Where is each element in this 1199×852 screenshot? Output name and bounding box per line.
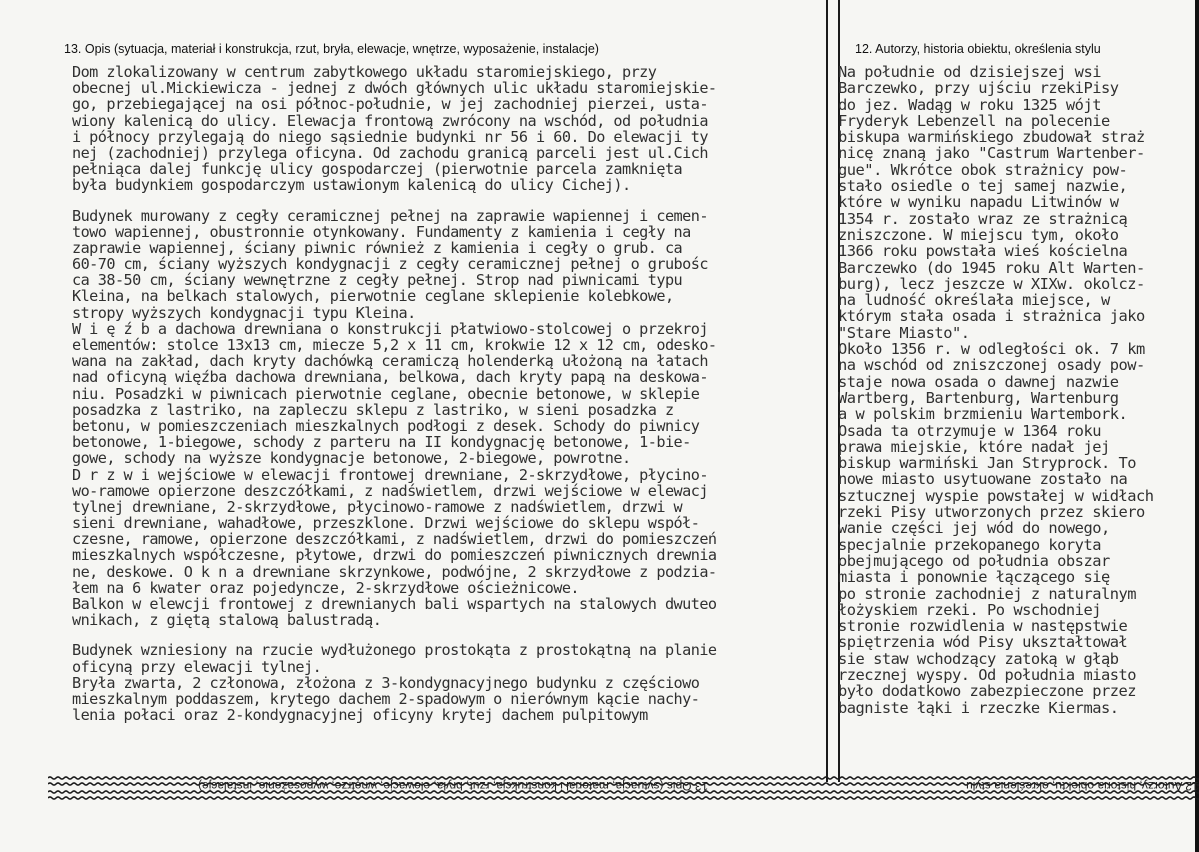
typed-line: wo-ramowe opierzone deszczółkami, z nadświetlem, drzwi wejściowe w elewacj — [72, 481, 708, 500]
typed-line: na wschód od zniszczonej osady pow- — [838, 356, 1145, 375]
typed-line: betonu, w pomieszczeniach mieszkalnych podłogi z desek. Schody do piwnicy — [72, 416, 700, 435]
typed-line: wnikach, z giętą stalową balustradą. — [72, 611, 382, 630]
typed-line: gue". Wkrótce obok strażnicy pow- — [838, 160, 1128, 179]
typed-line: go, przebiegającej na osi północ-południe, w jej zachodniej pierzei, usta- — [72, 95, 708, 114]
typed-line: Bryła zwarta, 2 członowa, złożona z 3-kondygnacyjnego budynku z częściowo — [72, 673, 700, 692]
typed-line: tylnej drewniane, 2-skrzydłowe, płycinowo-ramowe z nadświetlem, drzwi w — [72, 497, 683, 516]
description-column — [72, 64, 832, 754]
typed-line: posadzka z lastriko, na zapleczu sklepu z lastriko, w sieni posadzka z — [72, 400, 674, 419]
typed-line: Wartberg, Bartenburg, Wartenburg — [838, 388, 1119, 407]
typed-line: łem na 6 kwater oraz pojedyncze, 2-skrzydłowe ościeżnicowe. — [72, 578, 580, 597]
typed-line: zaprawie wapiennej, ściany piwnic również z kamienia i cegły o grub. ca — [72, 238, 683, 257]
typed-line: Około 1356 r. w odległości ok. 7 km — [838, 340, 1145, 359]
typed-line: była budynkiem gospodarczym ustawionym kalenicą do ulicy Cichej). — [72, 176, 631, 195]
mirrored-header-13: 13 Opis (sytuacja, materiał i konstrukcja, rzut, bryła, elewacje, wnętrze, wyposażenie, instalacje) — [198, 779, 709, 793]
typed-line: mieszkalnym poddaszem, krytego dachem 2-spadowym o nierównym kącie nachy- — [72, 689, 700, 708]
typed-line: Budynek murowany z cegły ceramicznej pełnej na zaprawie wapiennej i cemen- — [72, 206, 708, 225]
typed-line: stało osiedle o tej samej nazwie, — [838, 177, 1128, 196]
typed-line: nad oficyną więźba dachowa drewniana, belkowa, dach kryty papą na deskowa- — [72, 368, 708, 387]
typed-line: Budynek wzniesiony na rzucie wydłużonego prostokąta z prostokątną na planie — [72, 641, 717, 660]
typed-line: Fryderyk Lebenzell na polecenie — [838, 111, 1110, 130]
typed-line: towo wapiennej, obustronnie otynkowany. Fundamenty z kamienia i cegły na — [72, 222, 691, 241]
typed-line: sieni drewniane, wahadłowe, przeszklone. Drzwi wejściowe do sklepu współ- — [72, 514, 700, 533]
typed-line: prawa miejskie, które nadał jej — [838, 437, 1110, 456]
typed-line: Balkon w elewcji frontowej z drewnianych bali wspartych na stalowych dwuteo — [72, 595, 717, 613]
typed-line: rzecznej wyspy. Od południa miasto — [838, 665, 1137, 684]
typed-line: i północy przylegają do niego sąsiednie budynki nr 56 i 60. Do elewacji ty — [72, 127, 708, 146]
typed-line: stropy wyższych kondygnacji typu Kleina. — [72, 303, 416, 322]
typed-line: było dodatkowo zabezpieczone przez — [838, 682, 1137, 701]
footer-band — [48, 772, 1199, 804]
typed-line: sie staw wchodzący zatoką w głąb — [838, 649, 1119, 668]
typed-line: wana na zakład, dach kryty dachówką ceramiczą holenderką ułożoną na łatach — [72, 352, 708, 371]
typed-line: spiętrzenia wód Pisy ukształtował — [838, 633, 1128, 652]
typed-line: W i ę ź b a dachowa drewniana o konstrukcji płatwiowo-stolcowej o przekroj — [72, 319, 708, 338]
typed-line: nowe miasto usytuowane zostało na — [838, 470, 1128, 489]
typed-line: nej (zachodniej) przylega oficyna. Od zachodu granicą parceli jest ul.Cich — [72, 143, 708, 162]
typed-line: nicę znaną jako "Castrum Wartenber- — [838, 144, 1145, 163]
typed-line: wanie części jej wód do nowego, — [838, 519, 1110, 538]
typed-line: lenia połaci oraz 2-kondygnacyjnej oficyny krytej dachem pulpitowym — [72, 706, 648, 725]
typed-line: betonowe, 1-biegowe, schody z parteru na II kondygnację betonowe, 1-bie- — [72, 433, 691, 452]
typed-line: które w wyniku napadu Litwinów w — [838, 193, 1119, 212]
typed-line: 1366 roku powstała wieś kościelna — [838, 242, 1128, 261]
typed-line: Na południe od dzisiejszej wsi — [838, 64, 1101, 81]
typed-line: stronie rozwidlenia w następstwie — [838, 617, 1128, 636]
typed-line: ca 38-50 cm, ściany wewnętrzne z cegły pełnej. Strop nad piwnicami typu — [72, 271, 683, 290]
typed-line: do jez. Wadąg w roku 1325 wójt — [838, 95, 1101, 114]
typed-line: obecnej ul.Mickiewicza - jednej z dwóch głównych ulic układu staromiejskie- — [72, 79, 717, 98]
typed-line: mieszkalnych współczesne, płytowe, drzwi do pomieszczeń piwnicznych drewnia — [72, 546, 717, 565]
typed-line: czesne, ramowe, opierzone deszczółkami, z nadświetlem, drzwi do pomieszczeń — [72, 530, 717, 549]
typed-line: Dom zlokalizowany w centrum zabytkowego układu staromiejskiego, przy — [72, 64, 657, 81]
typed-line: Barczewko, przy ujściu rzekiPisy — [838, 79, 1119, 98]
typed-line: bagniste łąki i rzeczke Kiermas. — [838, 698, 1119, 717]
typed-line: ne, deskowe. O k n a drewniane skrzynkowe, podwójne, 2 skrzydłowe z podzia- — [72, 562, 717, 581]
typed-line: staje nowa osada o dawnej nazwie — [838, 372, 1119, 391]
typed-line: gowe, schody na wyższe kondygnacje betonowe, 2-biegowe, powrotne. — [72, 449, 631, 468]
typed-line: Osada ta otrzymuje w 1364 roku — [838, 421, 1101, 440]
typed-line: pełniąca dalej funkcję ulicy gospodarczej (pierwotnie parcela zamknięta — [72, 160, 683, 179]
typed-line: biskup warmiński Jan Stryprock. To — [838, 454, 1137, 473]
paragraph-gap — [72, 628, 832, 642]
typed-line: sztucznej wyspie powstałej w widłach — [838, 486, 1154, 505]
typed-line: elementów: stolce 13x13 cm, miecze 5,2 x 11 cm, krokwie 12 x 12 cm, odesko- — [72, 336, 717, 354]
typed-line: 1354 r. zostało wraz ze strażnicą — [838, 209, 1128, 228]
wave-line — [48, 797, 1199, 799]
typed-line: rzeki Pisy utworzonych przez skiero — [838, 503, 1145, 522]
typed-line: zniszczone. W miejscu tym, około — [838, 225, 1119, 244]
typed-line: biskupa warmińskiego zbudował straż — [838, 128, 1145, 147]
typed-line: którym stała osada i strażnica jako — [838, 307, 1145, 326]
typed-line: łożyskiem rzeki. Po wschodniej — [838, 600, 1101, 619]
typed-line: niu. Posadzki w piwnicach pierwotnie ceglane, obecnie betonowe, w sklepie — [72, 384, 700, 403]
typed-line: po stronie zachodniej z naturalnym — [838, 584, 1137, 603]
section-13-header: 13. Opis (sytuacja, materiał i konstrukcja, rzut, bryła, elewacje, wnętrze, wyposażenie, instalacje) — [64, 42, 599, 56]
section-12-header: 12. Autorzy, historia obiektu, określenia stylu — [855, 42, 1101, 56]
typed-line: miasta i ponownie łączącego się — [838, 568, 1110, 587]
typed-line: oficyną przy elewacji tylnej. — [72, 657, 322, 676]
typed-line: burg), lecz jeszcze w XIXw. okolcz- — [838, 274, 1145, 293]
paragraph-gap — [72, 194, 832, 208]
typed-line: specjalnie przekopanego koryta — [838, 535, 1101, 554]
history-column — [838, 64, 1199, 754]
mirrored-header-12: 12 Autorzy, historia obiektu, określenia stylu — [966, 779, 1199, 793]
typed-line: Barczewko (do 1945 roku Alt Warten- — [838, 258, 1145, 277]
typed-line: "Stare Miasto". — [838, 323, 970, 342]
typed-line: na ludność określała miejsce, w — [838, 291, 1110, 310]
typed-line: D r z w i wejściowe w elewacji frontowej drewniane, 2-skrzydłowe, płycino- — [72, 465, 708, 484]
typed-line: obejmującego od południa obszar — [838, 551, 1110, 570]
typed-line: 60-70 cm, ściany wyższych kondygnacji z cegły ceramicznej pełnej o grubośc — [72, 255, 708, 274]
typed-line: a w polskim brzmieniu Wartembork. — [838, 405, 1128, 424]
typed-line: Kleina, na belkach stalowych, pierwotnie ceglane sklepienie kolebkowe, — [72, 287, 674, 306]
typed-line: wiony kalenicą do ulicy. Elewacja frontową zwrócony na wschód, od południa — [72, 111, 708, 130]
